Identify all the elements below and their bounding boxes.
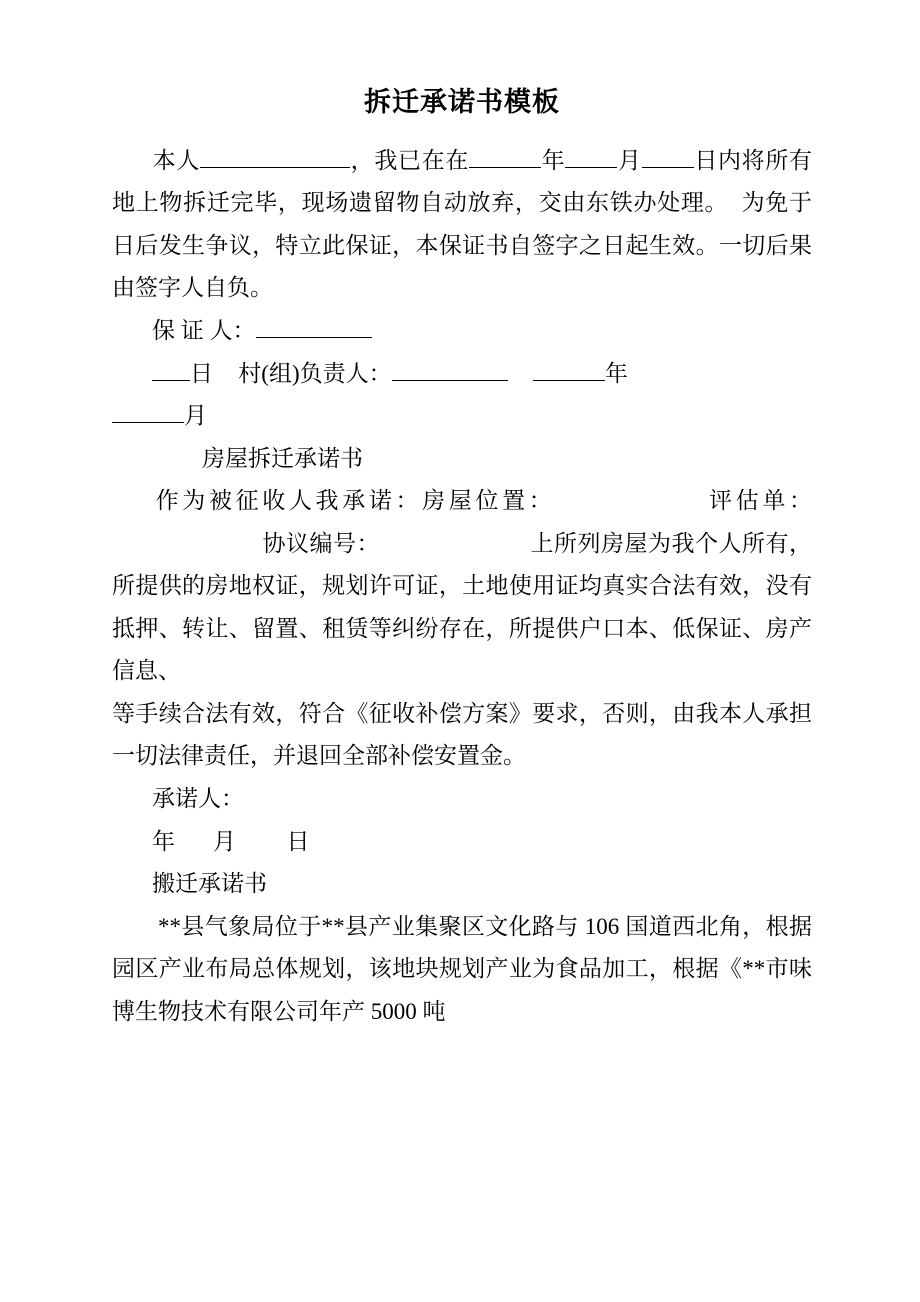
text-year3: 年 [152, 828, 175, 854]
section-promise-demolition [112, 140, 812, 310]
fill-blank-village-head [392, 380, 508, 381]
text-agreement-no: 协议编号： [262, 530, 380, 556]
text-month: 月 [617, 147, 642, 173]
text-assessment: 评估单： [705, 488, 813, 514]
village-head-line [112, 353, 812, 396]
month-line [112, 395, 812, 438]
text-month3: 月 [212, 828, 236, 854]
section-relocation-promise [112, 863, 812, 1033]
page-title: 拆迁承诺书模板 [364, 87, 560, 117]
fill-blank-month [565, 167, 617, 168]
paragraph-1 [112, 140, 812, 310]
text-self: 本人 [152, 147, 200, 173]
fill-blank-year2 [533, 380, 605, 381]
text-expropriated-promise: 作为被征收人我承诺：房屋位置： [152, 488, 556, 514]
text-body-1: 日内将所有地上物拆迁完毕，现场遗留物自动放弃，交由东铁办处理。 [112, 147, 813, 216]
text-body-4: 等手续合法有效，符合《征收补偿方案》要求，否则，由我本人承担一切法律责任，并退回全部补偿安置金。 [112, 700, 812, 769]
text-day3: 日 [286, 828, 310, 854]
promisor-line [112, 778, 812, 821]
section-heading-house [112, 438, 812, 481]
document-body [112, 84, 812, 1033]
fill-blank-day [642, 167, 694, 168]
text-already-at: ，我已在在 [350, 147, 469, 173]
text-year: 年 [541, 147, 566, 173]
section-house-demolition-promise [112, 438, 812, 863]
fill-blank-guarantor [256, 337, 372, 338]
heading-text: 房屋拆迁承诺书 [202, 445, 363, 471]
date-line-2 [112, 821, 812, 864]
fill-blank-year [469, 167, 541, 168]
signature-block-1 [112, 310, 812, 438]
paragraph-3 [112, 693, 812, 778]
text-body-5: **县气象局位于**县产业集聚区文化路与 106 国道西北角，根据园区产业布局总体规划，该地块规划产业为食品加工，根据《**市味博生物技术有限公司年产 5000 吨 [112, 913, 812, 1024]
label-guarantor: 保 证 人： [152, 317, 256, 343]
text-day: 日 [190, 360, 213, 386]
fill-blank-day2 [152, 380, 190, 381]
text-body-3: 上所列房屋为我个人所有，所提供的房地权证，规划许可证，土地使用证均真实合法有效，没有抵押、转让、留置、租赁等纠纷存在，所提供户口本、低保证、房产信息、 [112, 530, 812, 684]
paragraph-4 [112, 906, 812, 1034]
text-body-2: 为免于日后发生争议，特立此保证，本保证书自签字之日起生效。一切后果由签字人自负。 [112, 190, 813, 301]
label-promisor: 承诺人： [152, 786, 244, 811]
text-month2: 月 [184, 403, 207, 429]
fill-blank-name [200, 167, 350, 168]
section-heading-relocation [112, 863, 812, 906]
heading-text-relocation: 搬迁承诺书 [152, 871, 267, 897]
guarantor-line [112, 310, 812, 353]
text-year2: 年 [604, 360, 628, 386]
label-village-head: 村(组)负责人： [238, 360, 392, 386]
fill-blank-month2 [112, 422, 184, 423]
paragraph-2 [112, 480, 812, 693]
